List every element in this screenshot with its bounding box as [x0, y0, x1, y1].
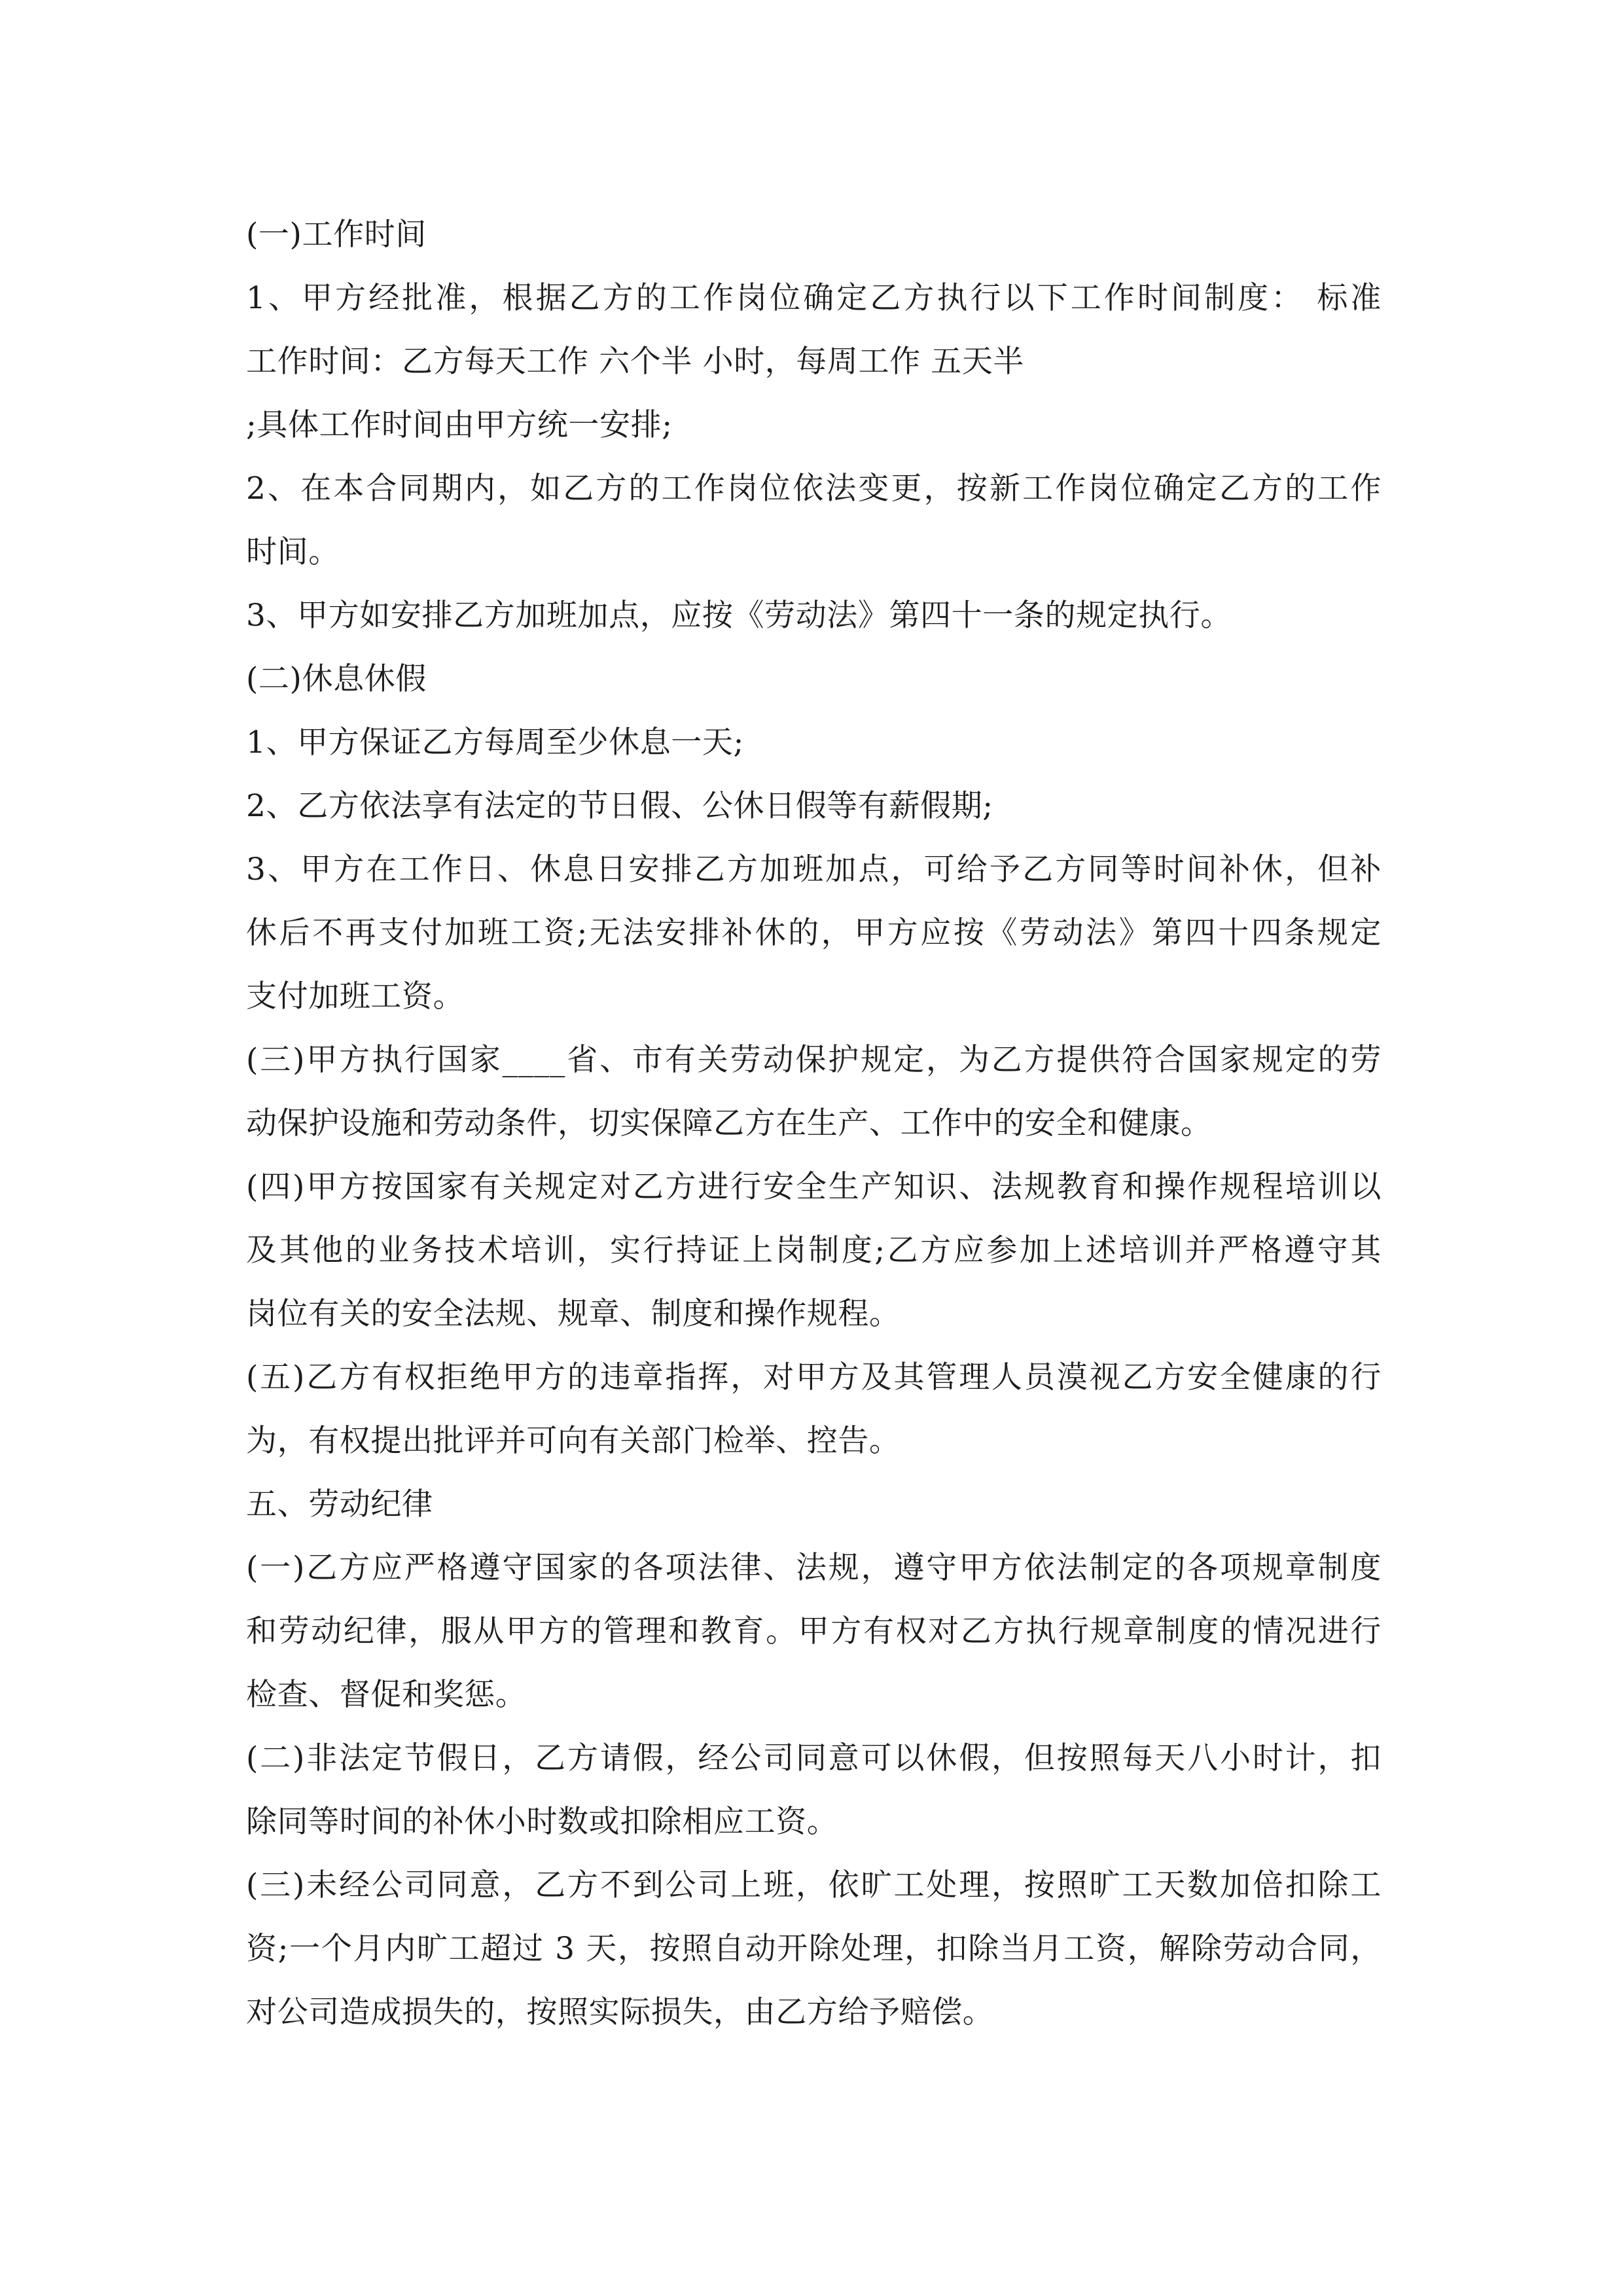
paragraph-line: ;具体工作时间由甲方统一安排; — [246, 407, 673, 443]
paragraph-line: 3、甲方在工作日、休息日安排乙方加班加点，可给予乙方同等时间补休，但补 — [246, 852, 1382, 888]
paragraph-line: 检查、督促和奖惩。 — [246, 1677, 527, 1713]
paragraph-line: (四)甲方按国家有关规定对乙方进行安全生产知识、法规教育和操作规程培训以 — [246, 1169, 1382, 1205]
paragraph-line: (二)非法定节假日，乙方请假，经公司同意可以休假，但按照每天八小时计，扣 — [246, 1740, 1382, 1776]
paragraph-line: 2、在本合同期内，如乙方的工作岗位依法变更，按新工作岗位确定乙方的工作 — [246, 471, 1382, 507]
paragraph-line: 工作时间：乙方每天工作 六个半 小时，每周工作 五天半 — [246, 344, 1025, 380]
document-body — [246, 203, 1382, 2044]
paragraph-line: (三)未经公司同意，乙方不到公司上班，依旷工处理，按照旷工天数加倍扣除工 — [246, 1867, 1382, 1903]
paragraph-line: 和劳动纪律，服从甲方的管理和教育。甲方有权对乙方执行规章制度的情况进行 — [246, 1613, 1382, 1649]
paragraph-line: 及其他的业务技术培训，实行持证上岗制度;乙方应参加上述培训并严格遵守其 — [246, 1232, 1382, 1268]
paragraph-line: 资;一个月内旷工超过 3 天，按照自动开除处理，扣除当月工资，解除劳动合同， — [246, 1931, 1382, 1967]
section-heading-working-hours: (一)工作时间 — [246, 217, 427, 253]
paragraph-line: 除同等时间的补休小时数或扣除相应工资。 — [246, 1804, 838, 1840]
paragraph-line: 1、甲方经批准，根据乙方的工作岗位确定乙方执行以下工作时间制度： 标准 — [246, 280, 1382, 316]
paragraph-line: (一)乙方应严格遵守国家的各项法律、法规，遵守甲方依法制定的各项规章制度 — [246, 1550, 1382, 1586]
paragraph-line: 岗位有关的安全法规、规章、制度和操作规程。 — [246, 1296, 901, 1332]
section-heading-rest-leave: (二)休息休假 — [246, 661, 427, 697]
paragraph-line: 1、甲方保证乙方每周至少休息一天; — [246, 725, 744, 761]
paragraph-line: 休后不再支付加班工资;无法安排补休的，甲方应按《劳动法》第四十四条规定 — [246, 915, 1382, 951]
section-heading-labor-discipline: 五、劳动纪律 — [246, 1486, 433, 1522]
paragraph-line: (三)甲方执行国家____省、市有关劳动保护规定，为乙方提供符合国家规定的劳 — [246, 1042, 1382, 1078]
paragraph-line: 2、乙方依法享有法定的节日假、公休日假等有薪假期; — [246, 788, 993, 824]
paragraph-line: 时间。 — [246, 534, 340, 570]
paragraph-line: 对公司造成损失的，按照实际损失，由乙方给予赔偿。 — [246, 1994, 994, 2030]
paragraph-line: 动保护设施和劳动条件，切实保障乙方在生产、工作中的安全和健康。 — [246, 1105, 1212, 1141]
paragraph-line: 支付加班工资。 — [246, 978, 465, 1014]
paragraph-line: (五)乙方有权拒绝甲方的违章指挥，对甲方及其管理人员漠视乙方安全健康的行 — [246, 1359, 1382, 1395]
paragraph-line: 为，有权提出批评并可向有关部门检举、控告。 — [246, 1423, 901, 1459]
paragraph-line: 3、甲方如安排乙方加班加点，应按《劳动法》第四十一条的规定执行。 — [246, 598, 1232, 634]
